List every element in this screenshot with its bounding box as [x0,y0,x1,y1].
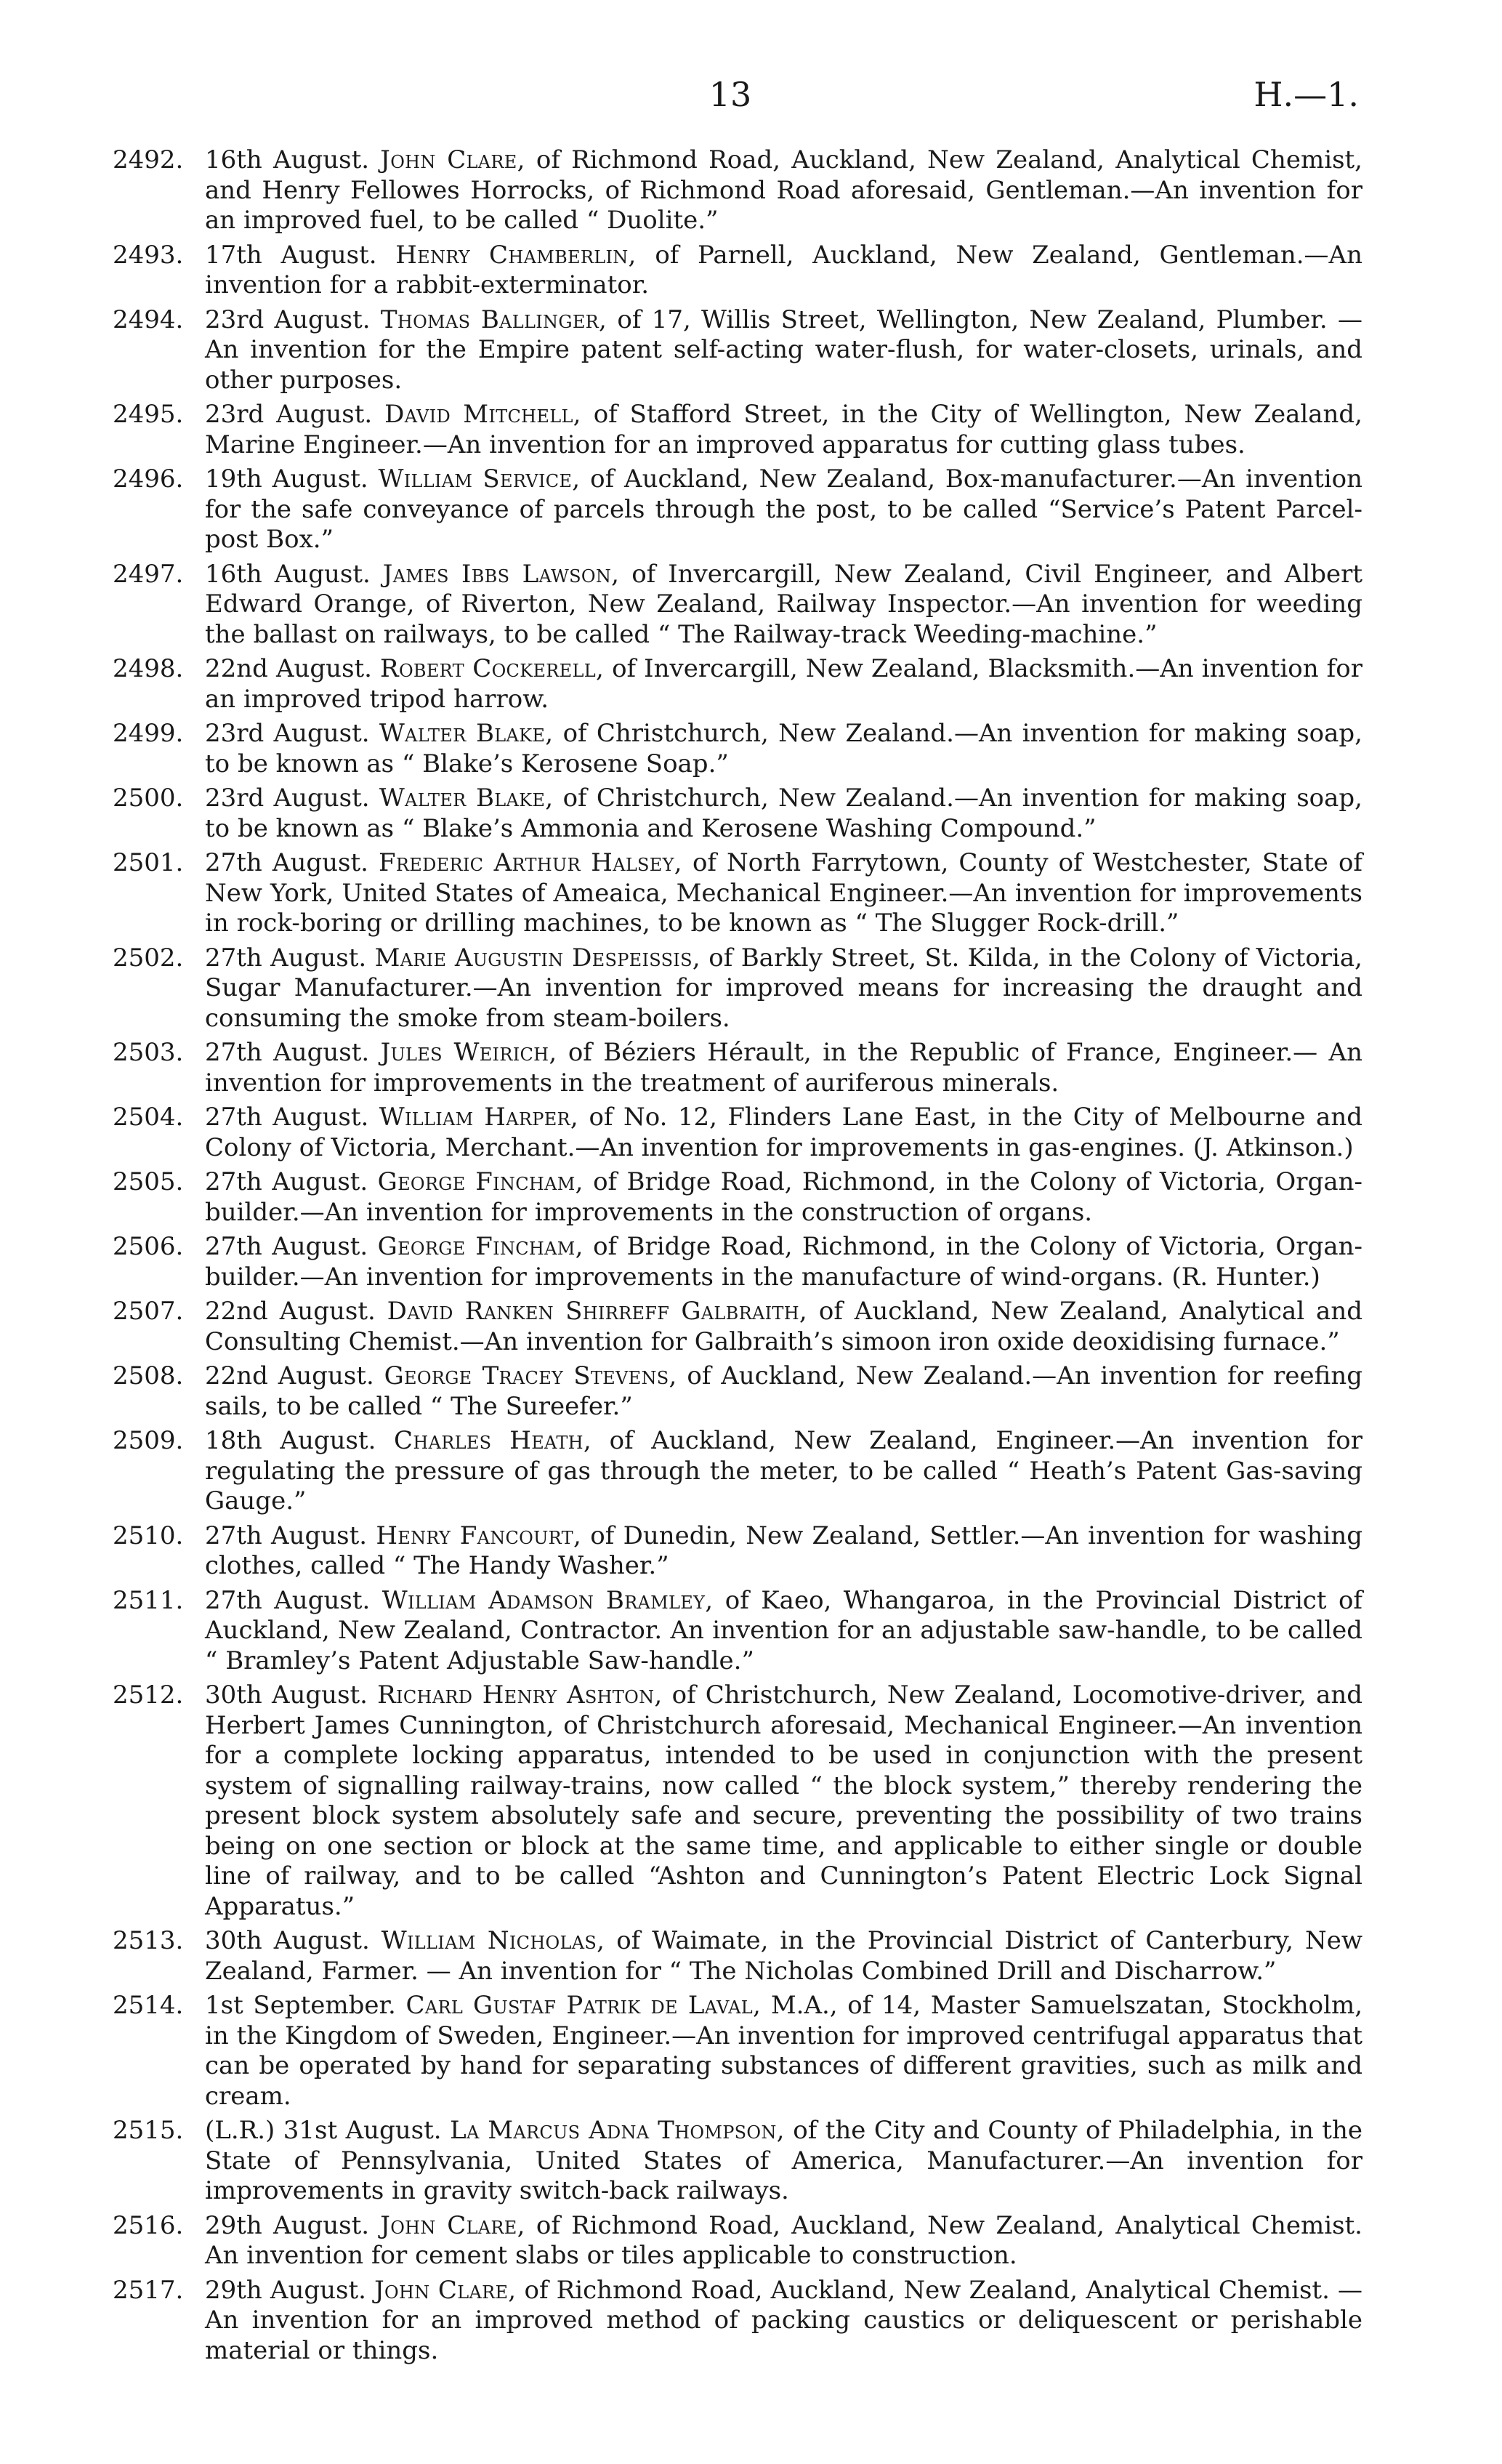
entry-description: of Waimate, in the Provincial District of Canterbury, New Zealand, Farmer. — An invention for “ The Nicholas Combined Drill and Discharrow.” [205,1926,1362,1986]
entry-description: of No. 12, Flinders Lane East, in the City of Melbourne and Colony of Victoria, Merchant.—An invention for improvements in gas-engines. (J. Atkinson.) [205,1103,1362,1162]
entry-description: of Richmond Road, Auckland, New Zealand, Analytical Chemist. —An invention for an improved method of packing caustics or deliquescent or perishable material or things. [205,2275,1362,2365]
entry-date: 1st September. [205,1991,396,2020]
entry-applicant-name: Walter Blake, [379,784,554,813]
entry-date: 29th August. [205,2210,370,2240]
entry-description: of Auckland, New Zealand, Analytical and Consulting Chemist.—An invention for Galbraith’s simoon iron oxide deoxidising furnace.” [205,1297,1362,1356]
patent-entry [113,241,1362,301]
entry-number: 2513. [113,1926,184,1955]
document-code: H.—1. [1253,75,1359,114]
entry-number: 2512. [113,1680,184,1710]
entry-number: 2515. [113,2116,184,2145]
entry-description: of Richmond Road, Auckland, New Zealand, Analytical Chemist, and Henry Fellowes Horrocks, of Richmond Road aforesaid, Gentleman.—An invention for an improved fuel, to be called “ Duolite.” [205,145,1362,235]
entry-applicant-name: William Harper, [379,1103,578,1132]
entry-date: 23rd August. [205,400,373,429]
entry-applicant-name: David Ranken Shirreff Galbraith, [387,1297,808,1326]
entry-date: 27th August. [205,1521,368,1550]
patent-entry [113,1297,1362,1357]
entry-number: 2516. [113,2210,184,2240]
entry-description: of North Farrytown, County of Westchester, State of New York, United States of Ameaica, Mechanical Engineer.—An invention for improvements in rock-boring or drilling machines, to be known as “ The Slugger Rock-drill.” [205,848,1362,938]
entry-number: 2506. [113,1232,184,1261]
entry-date: 30th August. [205,1680,368,1710]
entry-date: 29th August. [205,2275,366,2305]
entry-date: 27th August. [205,848,368,877]
entry-date: 30th August. [205,1926,370,1955]
entry-date: 27th August. [205,1232,368,1261]
entry-description: of Auckland, New Zealand, Engineer.—An invention for regulating the pressure of gas through the meter, to be called “ Heath’s Patent Gas-saving Gauge.” [205,1426,1362,1515]
entry-date: 23rd August. [205,305,371,334]
entry-number: 2508. [113,1361,184,1390]
patent-entry [113,1361,1362,1422]
page-header [102,73,1359,116]
entry-applicant-name: John Clare, [380,145,525,174]
entry-description: of Bridge Road, Richmond, in the Colony of Victoria, Organ-builder.—An invention for improvements in the construction of organs. [205,1167,1362,1227]
entry-applicant-name: Frederic Arthur Halsey, [379,848,682,877]
entry-number: 2507. [113,1297,184,1326]
entry-description: of Richmond Road, Auckland, New Zealand, Analytical Chemist. An invention for cement slabs or tiles applicable to construction. [205,2210,1362,2270]
entry-applicant-name: James Ibbs Lawson, [382,559,620,589]
entry-date: 27th August. [205,1585,371,1615]
patent-entry [113,400,1362,460]
entry-applicant-name: William Nicholas, [381,1926,605,1955]
patent-entry [113,1103,1362,1163]
entry-description: of Invercargill, New Zealand, Blacksmith.—An invention for an improved tripod harrow. [205,654,1362,714]
entry-description: of Barkly Street, St. Kilda, in the Colony of Victoria, Sugar Manufacturer.—An invention for improved means for increasing the draught and consuming the smoke from steam-boilers. [205,943,1362,1033]
entry-number: 2501. [113,848,184,877]
entry-description: of Auckland, New Zealand.—An invention for reefing sails, to be called “ The Sureefer.” [205,1361,1363,1421]
entry-description: of Dunedin, New Zealand, Settler.—An invention for washing clothes, called “ The Handy Washer.” [205,1521,1363,1580]
entry-description: of Béziers Hérault, in the Republic of France, Engineer.— An invention for improvements in the treatment of auriferous minerals. [205,1038,1362,1098]
entry-date: 22nd August. [205,654,372,683]
patent-entry [113,464,1362,555]
entry-date: 27th August. [205,1103,369,1132]
entry-applicant-name: Richard Henry Ashton, [377,1680,663,1710]
entry-description: of Invercargill, New Zealand, Civil Engineer, and Albert Edward Orange, of Riverton, New Zealand, Railway Inspector.—An invention for weeding the ballast on railways, to be called “ The Railway-track Weeding-machine.” [205,559,1362,649]
patent-entry [113,305,1362,396]
entry-number: 2497. [113,559,184,589]
entry-applicant-name: George Fincham, [377,1167,584,1196]
entry-description: of Christchurch, New Zealand, Locomotive-driver, and Herbert James Cunnington, of Christchurch aforesaid, Mechanical Engineer.—An invention for a complete locking apparatus, intended to be used in conjunction with the present system of signalling railway-trains, now called “ the block system,” thereby rendering the present block system absolutely safe and secure, preventing the possibility of two trains being on one section or block at the same time, and applicable to either single or double line of railway, and to be called “Ashton and Cunnington’s Patent Electric Lock Signal Apparatus.” [205,1680,1363,1921]
entry-applicant-name: La Marcus Adna Thompson, [450,2116,785,2145]
entry-date: 23rd August. [205,784,370,813]
entry-number: 2500. [113,784,184,813]
entry-applicant-name: William Service, [378,464,581,494]
entry-number: 2510. [113,1521,184,1550]
page-number: 13 [708,75,752,114]
patent-entry [113,145,1362,236]
patent-entry [113,1521,1362,1582]
patent-entries-list [113,145,1362,2370]
entry-number: 2505. [113,1167,184,1196]
entry-applicant-name: Thomas Ballinger, [380,305,607,334]
patent-entry [113,1680,1362,1922]
entry-number: 2503. [113,1038,184,1067]
entry-description: of Kaeo, Whangaroa, in the Provincial District of Auckland, New Zealand, Contractor. An invention for an adjustable saw-handle, to be called “ Bramley’s Patent Adjustable Saw-handle.” [205,1585,1362,1675]
entry-date: 16th August. [205,145,370,174]
entry-applicant-name: William Adamson Bramley, [381,1585,714,1615]
entry-number: 2498. [113,654,184,683]
entry-date: 17th August. [205,240,377,270]
entry-number: 2511. [113,1585,184,1615]
entry-number: 2493. [113,240,184,270]
entry-applicant-name: Robert Cockerell, [380,654,605,683]
entry-date: 23rd August. [205,719,370,748]
entry-number: 2514. [113,1991,184,2020]
patent-entry [113,1038,1362,1098]
entry-number: 2496. [113,464,184,494]
entry-applicant-name: Charles Heath, [394,1426,592,1455]
entry-date: (L.R.) 31st August. [205,2116,442,2145]
patent-entry [113,1232,1362,1292]
patent-entry [113,943,1362,1034]
entry-description: of Christchurch, New Zealand.—An invention for making soap, to be known as “ Blake’s Ammonia and Kerosene Washing Compound.” [205,784,1362,843]
patent-entry [113,1426,1362,1517]
patent-entry [113,2116,1362,2207]
entry-number: 2494. [113,305,184,334]
patent-entry [113,2276,1362,2367]
entry-date: 22nd August. [205,1361,374,1390]
entry-applicant-name: George Tracey Stevens, [384,1361,677,1390]
entry-description: of the City and County of Philadelphia, in the State of Pennsylvania, United States of America, Manufacturer.—An invention for improvements in gravity switch-back railways. [205,2116,1362,2205]
entry-date: 18th August. [205,1426,376,1455]
patent-entry [113,560,1362,651]
entry-number: 2499. [113,719,184,748]
entry-description: of Parnell, Auckland, New Zealand, Gentleman.—An invention for a rabbit-exterminator. [205,240,1362,299]
entry-number: 2509. [113,1426,184,1455]
entry-applicant-name: Henry Fancourt, [376,1521,582,1550]
entry-description: of Auckland, New Zealand, Box-manufacturer.—An invention for the safe conveyance of parcels through the post, to be called “Service’s Patent Parcel-post Box.” [205,464,1362,554]
patent-entry [113,654,1362,714]
entry-number: 2495. [113,400,184,429]
entry-number: 2492. [113,145,184,174]
entry-description: of 17, Willis Street, Wellington, New Zealand, Plumber. —An invention for the Empire patent self-acting water-flush, for water-closets, urinals, and other purposes. [205,305,1363,395]
entry-description: M.A., of 14, Master Samuelszatan, Stockholm, in the Kingdom of Sweden, Engineer.—An invention for improved centrifugal apparatus that can be operated by hand for separating substances of different gravities, such as milk and cream. [205,1991,1363,2111]
entry-applicant-name: Jules Weirich, [380,1038,557,1067]
entry-date: 19th August. [205,464,368,494]
patent-entry [113,848,1362,939]
patent-entry [113,2211,1362,2271]
entry-date: 27th August. [205,1038,370,1067]
patent-entry [113,784,1362,844]
entry-applicant-name: Henry Chamberlin, [395,240,637,270]
patent-entry [113,1926,1362,1986]
patent-entry [113,1991,1362,2111]
entry-number: 2504. [113,1103,184,1132]
entry-number: 2517. [113,2275,184,2305]
entry-date: 16th August. [205,559,371,589]
entry-applicant-name: David Mitchell, [384,400,581,429]
entry-date: 27th August. [205,1167,368,1196]
entry-applicant-name: John Clare, [380,2210,525,2240]
entry-number: 2502. [113,943,184,973]
entry-applicant-name: Walter Blake, [379,719,554,748]
entry-applicant-name: Carl Gustaf Patrik de Laval, [405,1991,762,2020]
entry-date: 27th August. [205,943,367,973]
entry-description: of Christchurch, New Zealand.—An invention for making soap, to be known as “ Blake’s Kerosene Soap.” [205,719,1362,778]
entry-description: of Stafford Street, in the City of Wellington, New Zealand, Marine Engineer.—An invention for an improved apparatus for cutting glass tubes. [205,400,1362,459]
entry-applicant-name: Marie Augustin Despeissis, [374,943,700,973]
entry-applicant-name: John Clare, [374,2275,517,2305]
patent-entry [113,1167,1362,1228]
patent-entry [113,719,1362,779]
patent-entry [113,1586,1362,1677]
entry-description: of Bridge Road, Richmond, in the Colony of Victoria, Organ-builder.—An invention for improvements in the manufacture of wind-organs. (R. Hunter.) [205,1232,1362,1292]
entry-date: 22nd August. [205,1297,376,1326]
entry-applicant-name: George Fincham, [377,1232,584,1261]
